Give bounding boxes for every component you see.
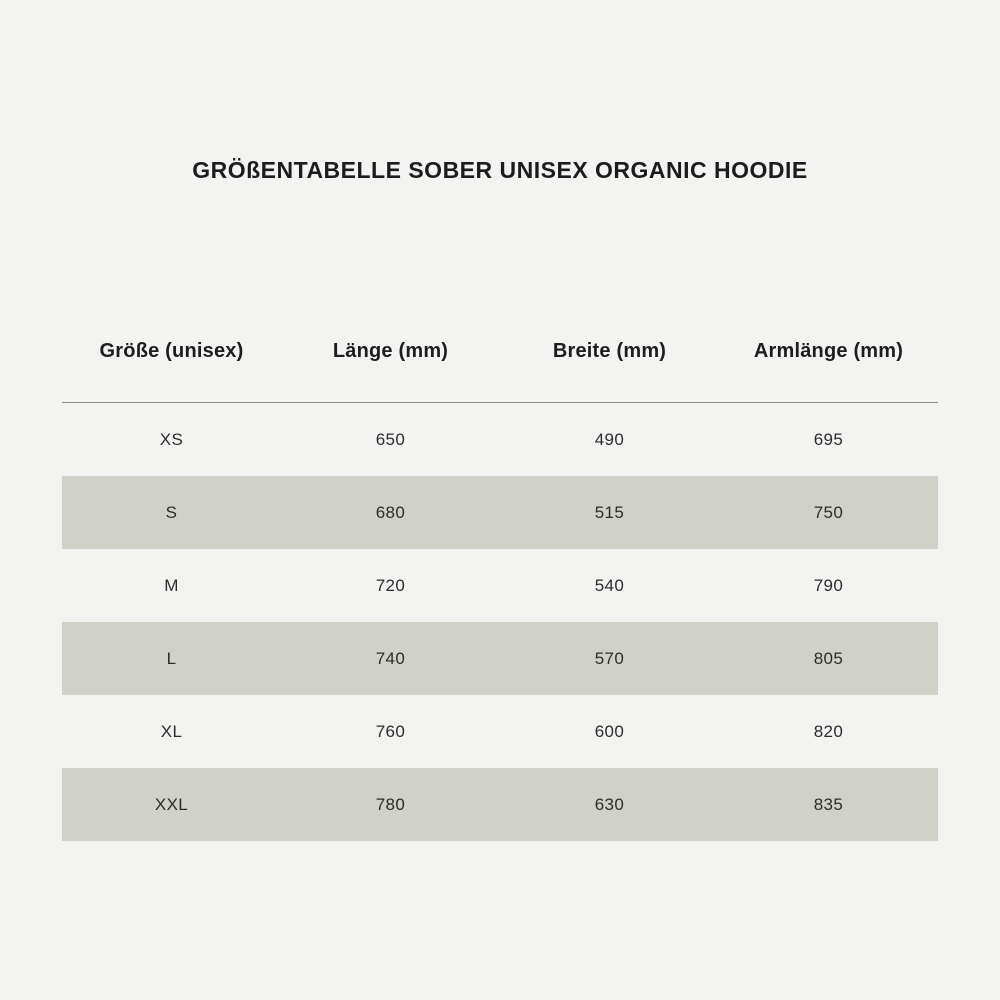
cell-armlength: 805 bbox=[813, 648, 844, 668]
column-header-length: Länge (mm) bbox=[332, 339, 449, 362]
table-row-s bbox=[62, 476, 938, 549]
cell-length: 740 bbox=[375, 648, 406, 668]
cell-width: 490 bbox=[594, 429, 625, 449]
cell-width: 515 bbox=[594, 502, 625, 522]
column-header-size: Größe (unisex) bbox=[99, 339, 244, 362]
cell-width: 600 bbox=[594, 721, 625, 741]
cell-size: XXL bbox=[154, 794, 189, 814]
cell-size: XS bbox=[159, 429, 184, 449]
cell-length: 780 bbox=[375, 794, 406, 814]
cell-armlength: 790 bbox=[813, 575, 844, 595]
table-row-xs bbox=[62, 403, 938, 476]
cell-width: 630 bbox=[594, 794, 625, 814]
cell-size: M bbox=[164, 575, 179, 595]
cell-size: S bbox=[165, 502, 178, 522]
cell-length: 760 bbox=[375, 721, 406, 741]
table-header-row bbox=[62, 300, 938, 403]
cell-size: L bbox=[166, 648, 177, 668]
table-row-xxl bbox=[62, 768, 938, 841]
size-table bbox=[62, 300, 938, 841]
cell-size: XL bbox=[160, 721, 183, 741]
table-body bbox=[62, 403, 938, 841]
cell-width: 540 bbox=[594, 575, 625, 595]
column-header-width: Breite (mm) bbox=[552, 339, 667, 362]
cell-length: 720 bbox=[375, 575, 406, 595]
cell-armlength: 820 bbox=[813, 721, 844, 741]
cell-length: 680 bbox=[375, 502, 406, 522]
table-row-xl bbox=[62, 695, 938, 768]
page-title: GRÖßENTABELLE SOBER UNISEX ORGANIC HOODIE bbox=[192, 157, 808, 183]
table-row-m bbox=[62, 549, 938, 622]
cell-armlength: 695 bbox=[813, 429, 844, 449]
cell-armlength: 835 bbox=[813, 794, 844, 814]
table-row-l bbox=[62, 622, 938, 695]
cell-armlength: 750 bbox=[813, 502, 844, 522]
column-header-armlength: Armlänge (mm) bbox=[753, 339, 904, 362]
cell-length: 650 bbox=[375, 429, 406, 449]
cell-width: 570 bbox=[594, 648, 625, 668]
